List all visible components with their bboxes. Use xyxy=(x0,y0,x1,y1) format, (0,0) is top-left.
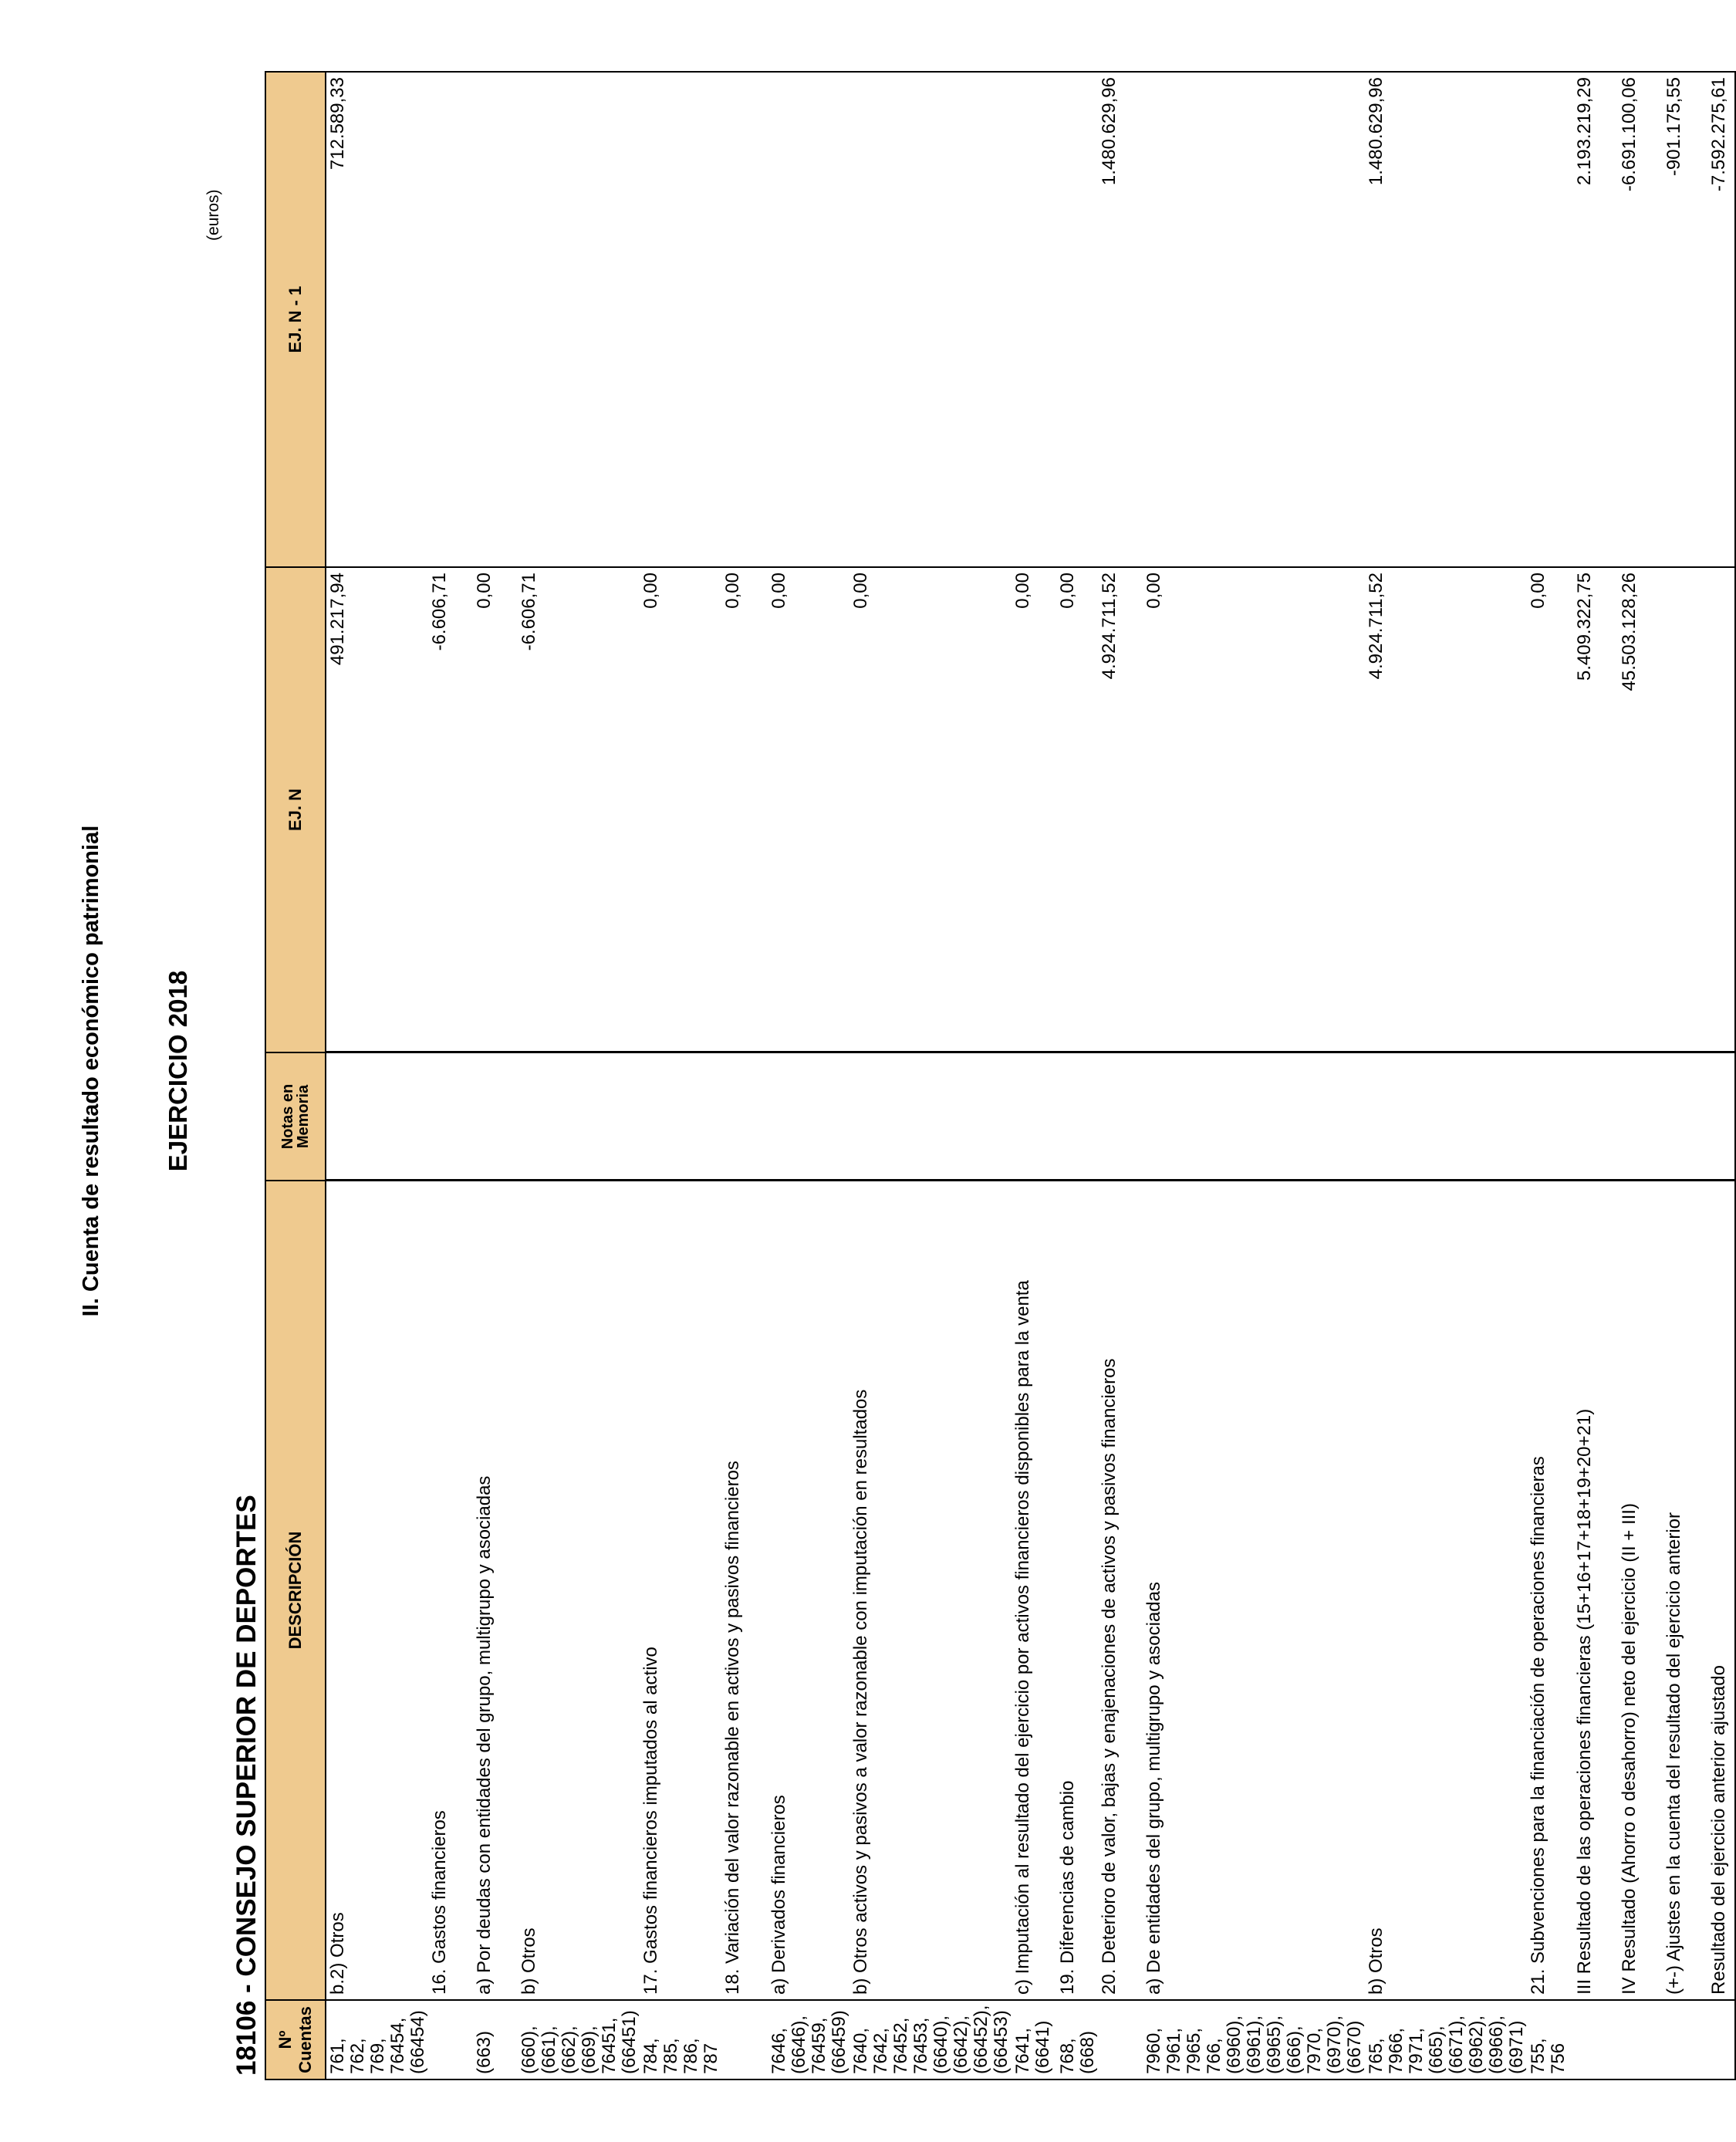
accounts-cell: 7641, (6641) xyxy=(1012,2000,1056,2079)
results-table xyxy=(265,71,1736,2080)
description-cell: (+-) Ajustes en la cuenta del resultado del ejercicio anterior xyxy=(1663,1181,1707,2000)
notes-cell xyxy=(1012,1052,1056,1181)
current-year-value: 0,00 xyxy=(473,567,518,1052)
current-year-value: -6.606,71 xyxy=(518,567,640,1052)
table-row xyxy=(473,72,518,2079)
header-description: DESCRIPCIÓN xyxy=(265,1181,326,2000)
notes-cell xyxy=(1618,1052,1663,1181)
description-cell: Resultado del ejercicio anterior ajustado xyxy=(1707,1181,1735,2000)
notes-cell xyxy=(1707,1052,1735,1181)
notes-cell xyxy=(428,1052,473,1181)
notes-cell xyxy=(721,1052,768,1181)
previous-year-value xyxy=(1012,72,1056,567)
header-notes xyxy=(265,1052,326,1181)
current-year-value: 0,00 xyxy=(849,567,1012,1052)
table-row xyxy=(1056,72,1098,2079)
table-row xyxy=(1573,72,1618,2079)
notes-cell xyxy=(1365,1052,1527,1181)
accounts-cell: 755, 756 xyxy=(1527,2000,1573,2079)
table-row xyxy=(428,72,473,2079)
description-cell: a) Por deudas con entidades del grupo, multigrupo y asociadas xyxy=(473,1181,518,2000)
accounts-cell: 7960, 7961, 7965, 766, (6960), (6961), (6965), (666), 7970, (6970), (6670) xyxy=(1143,2000,1365,2079)
current-year-value xyxy=(1707,567,1735,1052)
previous-year-value xyxy=(640,72,721,567)
previous-year-value: 2.193.219,29 xyxy=(1573,72,1618,567)
accounts-cell: 761, 762, 769, 76454, (66454) xyxy=(326,2000,428,2079)
accounts-cell: 7640, 7642, 76452, 76453, (6640), (6642), (66452), (66453) xyxy=(849,2000,1012,2079)
table-header-row xyxy=(265,72,326,2079)
current-year-value xyxy=(1663,567,1707,1052)
current-year-value: 5.409.322,75 xyxy=(1573,567,1618,1052)
current-year-value: 0,00 xyxy=(640,567,721,1052)
previous-year-value xyxy=(473,72,518,567)
table-row xyxy=(1365,72,1527,2079)
header-notes-line2: Memoria xyxy=(295,1084,312,1149)
entity-name: 18106 - CONSEJO SUPERIOR DE DEPORTES xyxy=(231,1495,262,2076)
previous-year-value xyxy=(1143,72,1365,567)
previous-year-value xyxy=(518,72,640,567)
current-year-value: 0,00 xyxy=(1012,567,1056,1052)
table-row xyxy=(1143,72,1365,2079)
description-cell: c) Imputación al resultado del ejercicio por activos financieros disponibles para la venta xyxy=(1012,1181,1056,2000)
table-row xyxy=(326,72,428,2079)
previous-year-value: -901.175,55 xyxy=(1663,72,1707,567)
header-notes-line1: Notas en xyxy=(279,1083,296,1150)
previous-year-value: 712.589,33 xyxy=(326,72,428,567)
previous-year-value xyxy=(1056,72,1098,567)
table-body xyxy=(326,72,1735,2079)
previous-year-value: -6.691.100,06 xyxy=(1618,72,1663,567)
previous-year-value xyxy=(428,72,473,567)
previous-year-value xyxy=(721,72,768,567)
accounts-cell: 784, 785, 786, 787 xyxy=(640,2000,721,2079)
current-year-value: -6.606,71 xyxy=(428,567,473,1052)
description-cell: IV Resultado (Ahorro o desahorro) neto del ejercicio (II + III) xyxy=(1618,1181,1663,2000)
previous-year-value: -7.592.275,61 xyxy=(1707,72,1735,567)
exercise-title: EJERCICIO 2018 xyxy=(164,970,192,1172)
accounts-cell xyxy=(1618,2000,1663,2079)
description-cell: 17. Gastos financieros imputados al activo xyxy=(640,1181,721,2000)
table-row xyxy=(640,72,721,2079)
description-cell: 21. Subvenciones para la financiación de operaciones financieras xyxy=(1527,1181,1573,2000)
table-row xyxy=(768,72,849,2079)
notes-cell xyxy=(1573,1052,1618,1181)
header-current-year: EJ. N xyxy=(265,567,326,1052)
notes-cell xyxy=(849,1052,1012,1181)
table-row xyxy=(1527,72,1573,2079)
previous-year-value: 1.480.629,96 xyxy=(1098,72,1143,567)
notes-cell xyxy=(518,1052,640,1181)
description-cell: b.2) Otros xyxy=(326,1181,428,2000)
table-row xyxy=(1098,72,1143,2079)
accounts-cell: 7646, (6646), 76459, (66459) xyxy=(768,2000,849,2079)
accounts-cell: (660), (661), (662), (669), 76451, (66451) xyxy=(518,2000,640,2079)
accounts-cell xyxy=(721,2000,768,2079)
current-year-value: 0,00 xyxy=(1056,567,1098,1052)
notes-cell xyxy=(326,1052,428,1181)
notes-cell xyxy=(768,1052,849,1181)
current-year-value: 491.217,94 xyxy=(326,567,428,1052)
table-row xyxy=(1663,72,1707,2079)
current-year-value: 0,00 xyxy=(1143,567,1365,1052)
accounts-cell xyxy=(1573,2000,1618,2079)
current-year-value: 4.924.711,52 xyxy=(1365,567,1527,1052)
accounts-cell xyxy=(428,2000,473,2079)
accounts-cell: (663) xyxy=(473,2000,518,2079)
description-cell: 20. Deterioro de valor, bajas y enajenaciones de activos y pasivos financieros xyxy=(1098,1181,1143,2000)
description-cell: b) Otros xyxy=(518,1181,640,2000)
notes-cell xyxy=(1663,1052,1707,1181)
current-year-value: 4.924.711,52 xyxy=(1098,567,1143,1052)
header-accounts: Nº Cuentas xyxy=(265,2000,326,2079)
previous-year-value: 1.480.629,96 xyxy=(1365,72,1527,567)
current-year-value: 0,00 xyxy=(1527,567,1573,1052)
table-row xyxy=(518,72,640,2079)
accounts-cell xyxy=(1707,2000,1735,2079)
previous-year-value xyxy=(768,72,849,567)
description-cell: 18. Variación del valor razonable en activos y pasivos financieros xyxy=(721,1181,768,2000)
description-cell: b) Otros activos y pasivos a valor razonable con imputación en resultados xyxy=(849,1181,1012,2000)
current-year-value: 0,00 xyxy=(768,567,849,1052)
table-row xyxy=(1618,72,1663,2079)
notes-cell xyxy=(473,1052,518,1181)
description-cell: 19. Diferencias de cambio xyxy=(1056,1181,1098,2000)
current-year-value: 0,00 xyxy=(721,567,768,1052)
description-cell: b) Otros xyxy=(1365,1181,1527,2000)
accounts-cell xyxy=(1098,2000,1143,2079)
table-row xyxy=(849,72,1012,2079)
accounts-cell xyxy=(1663,2000,1707,2079)
notes-cell xyxy=(640,1052,721,1181)
notes-cell xyxy=(1143,1052,1365,1181)
notes-cell xyxy=(1056,1052,1098,1181)
units-label: (euros) xyxy=(204,189,222,241)
description-cell: a) De entidades del grupo, multigrupo y asociadas xyxy=(1143,1181,1365,2000)
accounts-cell: 768, (668) xyxy=(1056,2000,1098,2079)
table-row xyxy=(1012,72,1056,2079)
notes-cell xyxy=(1527,1052,1573,1181)
description-cell: 16. Gastos financieros xyxy=(428,1181,473,2000)
description-cell: a) Derivados financieros xyxy=(768,1181,849,2000)
previous-year-value xyxy=(1527,72,1573,567)
table-row xyxy=(1707,72,1735,2079)
description-cell: III Resultado de las operaciones financieras (15+16+17+18+19+20+21) xyxy=(1573,1181,1618,2000)
notes-cell xyxy=(1098,1052,1143,1181)
current-year-value: 45.503.128,26 xyxy=(1618,567,1663,1052)
table-row xyxy=(721,72,768,2079)
accounts-cell: 765, 7966, 7971, (665), (6671), (6962), (6966), (6971) xyxy=(1365,2000,1527,2079)
report-title: II. Cuenta de resultado económico patrimonial xyxy=(79,825,103,1317)
header-previous-year: EJ. N - 1 xyxy=(265,72,326,567)
previous-year-value xyxy=(849,72,1012,567)
